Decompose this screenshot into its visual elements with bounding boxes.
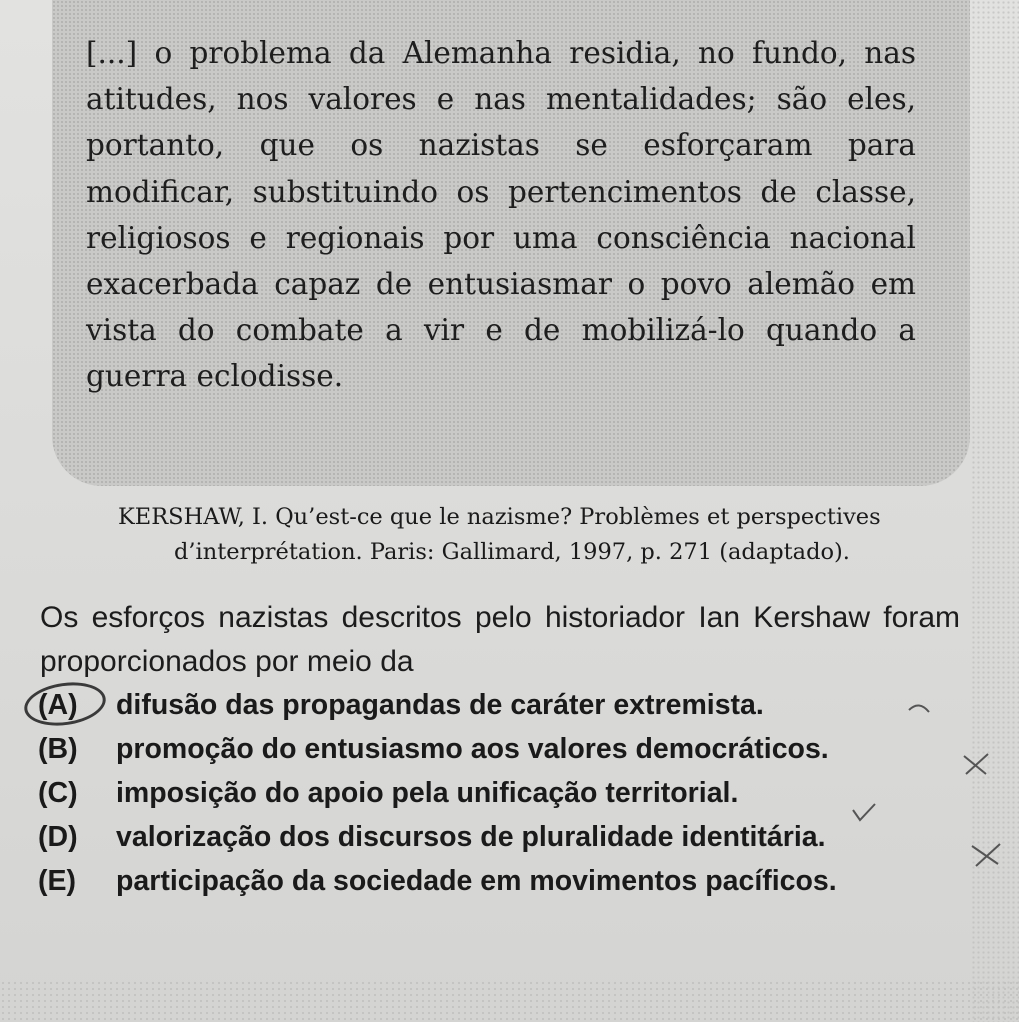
- option-e-letter: (E): [38, 865, 76, 897]
- citation: [118, 500, 968, 570]
- option-c-text: imposição do apoio pela unificação territorial.: [116, 777, 739, 809]
- citation-line-1: KERSHAW, I. Qu’est-ce que le nazisme? Problèmes et perspectives: [118, 504, 881, 530]
- question-stem: Os esforços nazistas descritos pelo historiador Ian Kershaw foram proporcionados por meio da: [40, 601, 960, 678]
- option-d-letter: (D): [38, 821, 78, 853]
- citation-line-2: d’interprétation. Paris: Gallimard, 1997, p. 271 (adaptado).: [174, 539, 850, 565]
- option-d-text: valorização dos discursos de pluralidade identitária.: [116, 821, 826, 853]
- option-letter: [18, 865, 116, 898]
- quote-text: [86, 30, 916, 400]
- option-d[interactable]: [18, 821, 998, 865]
- option-a-letter: (A): [38, 689, 78, 721]
- page-bottom-texture: [0, 980, 1019, 1022]
- answer-options: [18, 689, 998, 909]
- option-b-letter: (B): [38, 733, 78, 765]
- quote-paragraph: [...] o problema da Alemanha residia, no fundo, nas atitudes, nos valores e nas mentalidades; são eles, portanto, que os nazistas se esforçaram para modificar, substituindo os pertencimentos de classe, religiosos e regionais por uma consciência nacional exacerbada capaz de entusiasmar o povo alemão em vista do combate a vir e de mobilizá-lo quando a guerra eclodisse.: [86, 36, 916, 394]
- option-a-text: difusão das propagandas de caráter extremista.: [116, 689, 764, 721]
- option-c-letter: (C): [38, 777, 78, 809]
- option-letter: [18, 689, 116, 722]
- option-letter: [18, 733, 116, 766]
- option-c[interactable]: [18, 777, 998, 821]
- option-b-text: promoção do entusiasmo aos valores democráticos.: [116, 733, 829, 765]
- option-e-text: participação da sociedade em movimentos pacíficos.: [116, 865, 837, 897]
- option-letter: [18, 777, 116, 810]
- option-letter: [18, 821, 116, 854]
- option-a[interactable]: [18, 689, 998, 733]
- option-e[interactable]: [18, 865, 998, 909]
- option-b[interactable]: [18, 733, 998, 777]
